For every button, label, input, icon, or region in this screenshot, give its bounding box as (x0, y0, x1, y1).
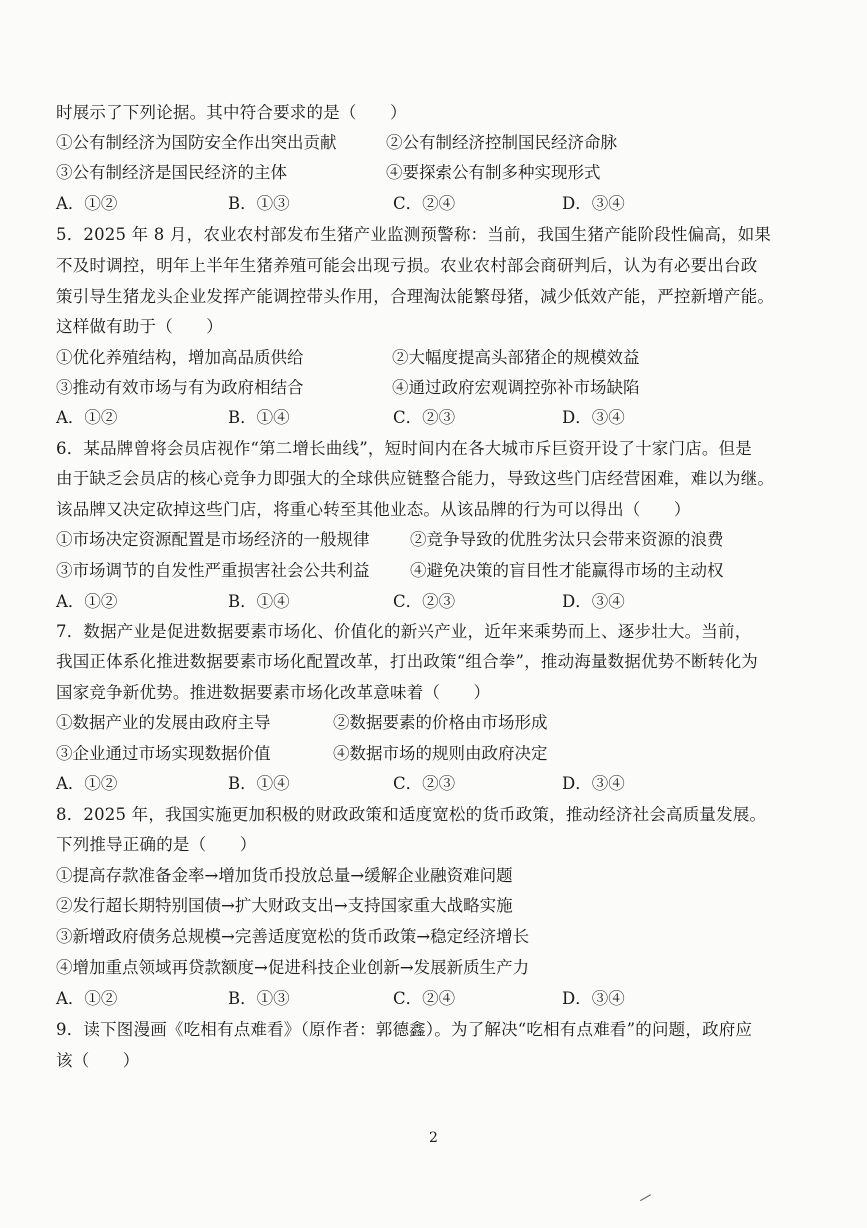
q7-statement-3: ③企业通过市场实现数据价值 (56, 744, 271, 763)
q8-option-b: B．①③ (228, 989, 290, 1008)
q9-stem-line-2: 该（ ） (56, 1051, 140, 1070)
q6-statement-1: ①市场决定资源配置是市场经济的一般规律 (56, 530, 370, 549)
q4-option-c: C．②④ (393, 194, 456, 213)
q6-statement-2: ②竞争导致的优胜劣汰只会带来资源的浪费 (410, 530, 724, 549)
q6-option-d: D．③④ (562, 592, 625, 611)
q7-statement-4: ④数据市场的规则由政府决定 (333, 744, 548, 763)
q5-stem-line-3: 策引导生猪龙头企业发挥产能调控带头作用，合理淘汰能繁母猪，减少低效产能，严控新增产能。 (56, 287, 775, 306)
q7-stem-line-3: 国家竞争新优势。推进数据要素市场化改革意味着（ ） (56, 683, 491, 702)
q8-statement-2: ②发行超长期特别国债→扩大财政支出→支持国家重大战略实施 (56, 896, 513, 915)
q6-statement-4: ④避免决策的盲目性才能赢得市场的主动权 (410, 561, 724, 580)
q6-option-c: C．②③ (393, 592, 456, 611)
q6-stem-line-3: 该品牌又决定砍掉这些门店，将重心转至其他业态。从该品牌的行为可以得出（ ） (56, 500, 691, 519)
q4-statement-4: ④要探索公有制多种实现形式 (386, 163, 601, 182)
q4-stem: 时展示了下列论据。其中符合要求的是（ ） (56, 103, 407, 122)
q7-stem-line-1: 7．数据产业是促进数据要素市场化、价值化的新兴产业，近年来乘势而上、逐步壮大。当前， (56, 622, 752, 641)
q6-option-a: A．①② (56, 592, 118, 611)
q7-option-d: D．③④ (562, 774, 625, 793)
q5-option-a: A．①② (56, 408, 118, 427)
q5-statement-2: ②大幅度提高头部猪企的规模效益 (392, 348, 640, 367)
q6-stem-line-1: 6．某品牌曾将会员店视作“第二增长曲线”，短时间内在各大城市斥巨资开设了十家门店。但是 (56, 439, 752, 458)
q4-option-a: A．①② (56, 194, 118, 213)
q8-statement-1: ①提高存款准备金率→增加货币投放总量→缓解企业融资难问题 (56, 866, 513, 885)
q4-option-d: D．③④ (562, 194, 625, 213)
q7-statement-1: ①数据产业的发展由政府主导 (56, 713, 271, 732)
q7-option-b: B．①④ (228, 774, 290, 793)
q8-statement-4: ④增加重点领域再贷款额度→促进科技企业创新→发展新质生产力 (56, 958, 530, 977)
q5-option-b: B．①④ (228, 408, 290, 427)
q8-stem-line-2: 下列推导正确的是（ ） (56, 835, 257, 854)
q5-stem-line-1: 5．2025 年 8 月，农业农村部发布生猪产业监测预警称：当前，我国生猪产能阶段性偏高，如果 (56, 225, 772, 244)
q8-option-a: A．①② (56, 989, 118, 1008)
q7-option-a: A．①② (56, 774, 118, 793)
q4-statement-3: ③公有制经济是国民经济的主体 (56, 163, 287, 182)
q8-option-d: D．③④ (562, 989, 625, 1008)
q8-statement-3: ③新增政府债务总规模→完善适度宽松的货币政策→稳定经济增长 (56, 927, 530, 946)
page-number: 2 (429, 1130, 438, 1146)
q5-statement-4: ④通过政府宏观调控弥补市场缺陷 (392, 378, 640, 397)
q5-statement-1: ①优化养殖结构，增加高品质供给 (56, 348, 304, 367)
q4-statement-1: ①公有制经济为国防安全作出突出贡献 (56, 133, 337, 152)
q8-stem-line-1: 8．2025 年，我国实施更加积极的财政政策和适度宽松的货币政策，推动经济社会高质量发展。 (56, 805, 767, 824)
q7-stem-line-2: 我国正体系化推进数据要素市场化配置改革，打出政策“组合拳”，推动海量数据优势不断转化为 (56, 652, 758, 671)
q5-stem-line-4: 这样做有助于（ ） (56, 317, 223, 336)
q4-statement-2: ②公有制经济控制国民经济命脉 (386, 133, 617, 152)
q5-option-c: C．②③ (393, 408, 456, 427)
q9-stem-line-1: 9．读下图漫画《吃相有点难看》（原作者：郭德鑫）。为了解决“吃相有点难看”的问题，政府应 (56, 1020, 753, 1039)
q6-option-b: B．①④ (228, 592, 290, 611)
q7-option-c: C．②③ (393, 774, 456, 793)
q5-stem-line-2: 不及时调控，明年上半年生猪养殖可能会出现亏损。农业农村部会商研判后，认为有必要出台政 (56, 256, 758, 275)
q5-option-d: D．③④ (562, 408, 625, 427)
q6-stem-line-2: 由于缺乏会员店的核心竞争力即强大的全球供应链整合能力，导致这些门店经营困难，难以为继。 (56, 469, 775, 488)
q7-statement-2: ②数据要素的价格由市场形成 (333, 713, 548, 732)
q4-option-b: B．①③ (228, 194, 290, 213)
q5-statement-3: ③推动有效市场与有为政府相结合 (56, 378, 304, 397)
q6-statement-3: ③市场调节的自发性严重损害社会公共利益 (56, 561, 370, 580)
q8-option-c: C．②④ (393, 989, 456, 1008)
scan-mark (640, 1194, 652, 1203)
